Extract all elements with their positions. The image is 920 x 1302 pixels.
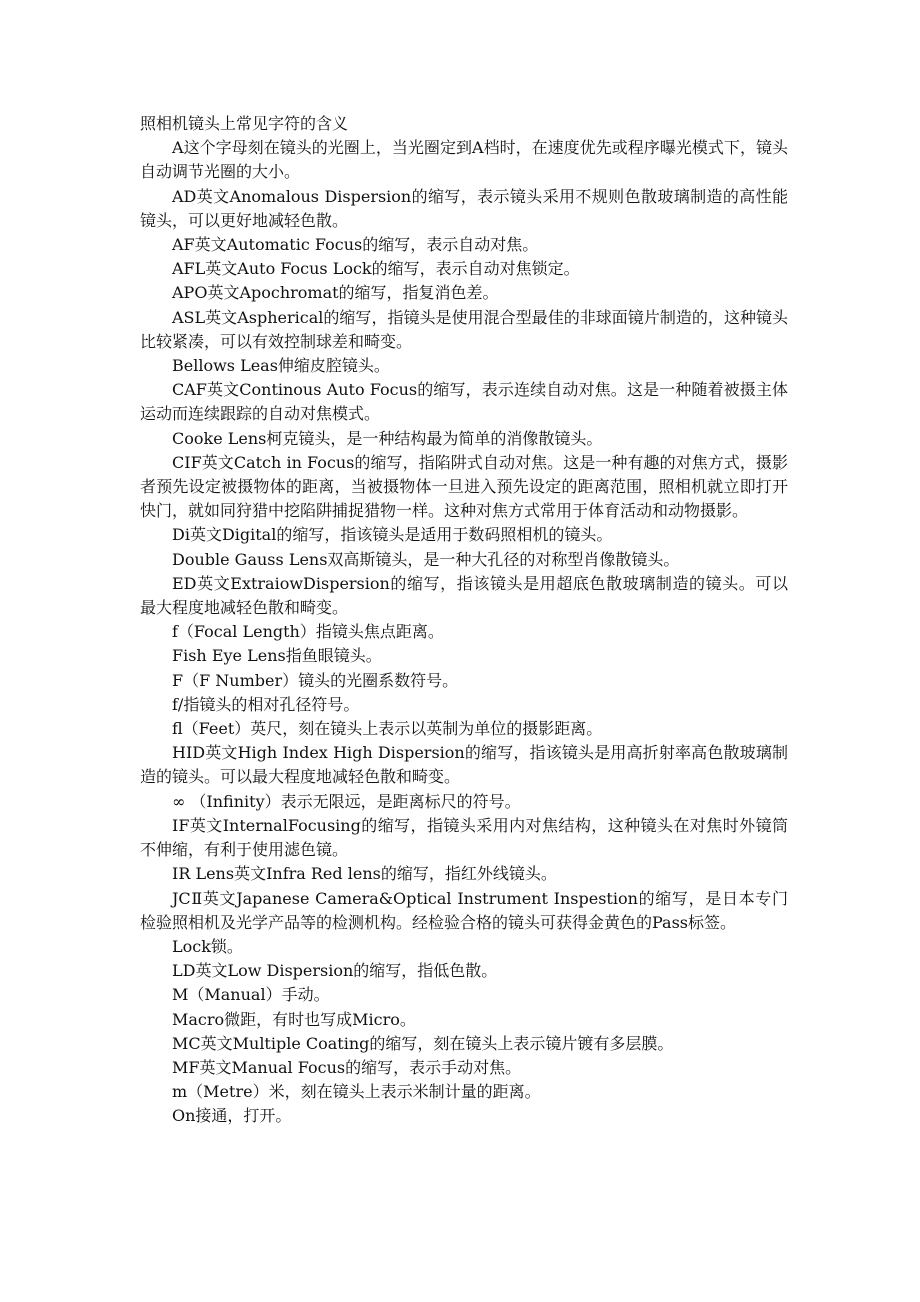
entry-di: Di英文Digital的缩写，指该镜头是适用于数码照相机的镜头。 (172, 525, 613, 545)
entry-infinity: ∞ （Infinity）表示无限远，是距离标尺的符号。 (172, 791, 521, 811)
entry-ir-lens: IR Lens英文Infra Red lens的缩写，指红外线镜头。 (172, 864, 557, 884)
entry-jcii: JCⅡ英文Japanese Camera&Optical Instrument Inspestion的缩写，是日本专门检验照相机及光学产品等的检测机构。经检验合格的镜头可获得金黄色的Pass标签。 (140, 888, 788, 932)
entry-hid: HID英文High Index High Dispersion的缩写，指该镜头是用高折射率高色散玻璃制造的镜头。可以最大程度地减轻色散和畸变。 (140, 743, 788, 787)
entry-ld: LD英文Low Dispersion的缩写，指低色散。 (172, 961, 498, 981)
entry-ed: ED英文ExtraiowDispersion的缩写，指该镜头是用超底色散玻璃制造的镜头。可以最大程度地减轻色散和畸变。 (140, 573, 788, 618)
entry-asl: ASL英文Aspherical的缩写，指镜头是使用混合型最佳的非球面镜片制造的，这种镜头比较紧凑，可以有效控制球差和畸变。 (140, 307, 788, 351)
entry-a-aperture: A这个字母刻在镜头的光圈上，当光圈定到A档时，在速度优先或程序曝光模式下，镜头自动调节光圈的大小。 (140, 138, 788, 182)
entry-afl: AFL英文Auto Focus Lock的缩写，表示自动对焦锁定。 (172, 259, 580, 279)
entry-f-number: F（F Number）镜头的光圈系数符号。 (172, 670, 459, 690)
entry-feet: fl（Feet）英尺，刻在镜头上表示以英制为单位的摄影距离。 (172, 719, 603, 739)
entry-fish-eye-lens: Fish Eye Lens指鱼眼镜头。 (172, 646, 382, 666)
entry-bellows-lens: Bellows Leas伸缩皮腔镜头。 (172, 356, 390, 376)
entry-cif: CIF英文Catch in Focus的缩写，指陷阱式自动对焦。这是一种有趣的对焦方式，摄影者预先设定被摄物体的距离，当被摄物体一旦进入预先设定的距离范围，照相机就立即打开快门，就如同狩猎中挖陷阱捕捉猎物一样。这种对焦方式常用于体育活动和动物摄影。 (140, 452, 788, 521)
entry-f-slash: f/指镜头的相对孔径符号。 (172, 694, 360, 714)
entry-mc: MC英文Multiple Coating的缩写，刻在镜头上表示镜片镀有多层膜。 (172, 1033, 674, 1053)
entry-lock: Lock锁。 (172, 936, 243, 956)
entry-apo: APO英文Apochromat的缩写，指复消色差。 (172, 283, 499, 303)
entry-focal-length: f（Focal Length）指镜头焦点距离。 (172, 622, 444, 642)
entry-if: IF英文InternalFocusing的缩写，指镜头采用内对焦结构，这种镜头在对焦时外镜筒不伸缩，有利于使用滤色镜。 (140, 815, 788, 860)
entry-metre: m（Metre）米，刻在镜头上表示米制计量的距离。 (172, 1082, 541, 1102)
document-page (140, 112, 788, 1129)
document-title: 照相机镜头上常见字符的含义 (140, 114, 349, 133)
entry-ad: AD英文Anomalous Dispersion的缩写，表示镜头采用不规则色散玻璃制造的高性能镜头，可以更好地减轻色散。 (140, 186, 788, 230)
entry-mf: MF英文Manual Focus的缩写，表示手动对焦。 (172, 1057, 522, 1077)
entry-caf: CAF英文Continous Auto Focus的缩写，表示连续自动对焦。这是一种随着被摄主体运动而连续跟踪的自动对焦模式。 (140, 380, 788, 424)
entry-double-gauss-lens: Double Gauss Lens双高斯镜头，是一种大孔径的对称型肖像散镜头。 (172, 549, 680, 569)
entry-manual: M（Manual）手动。 (172, 985, 330, 1005)
entry-cooke-lens: Cooke Lens柯克镜头，是一种结构最为简单的消像散镜头。 (172, 428, 603, 448)
entry-af: AF英文Automatic Focus的缩写，表示自动对焦。 (172, 235, 539, 255)
entry-on: On接通，打开。 (172, 1106, 292, 1126)
entry-macro: Macro微距，有时也写成Micro。 (172, 1009, 416, 1029)
